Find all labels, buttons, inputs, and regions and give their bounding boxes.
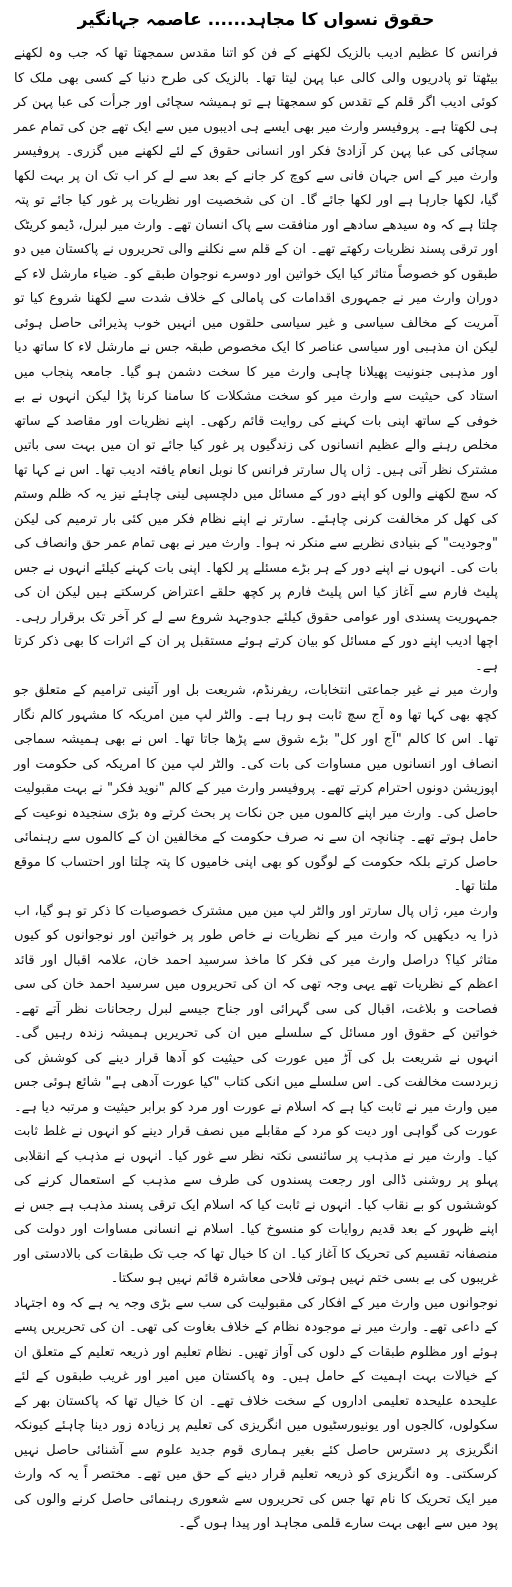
article-paragraph: نوجوانوں میں وارث میر کے افکار کی مقبولیت کی سب سے بڑی وجہ یہ ہے کہ وہ اجتہاد کے داعی تھے۔ وارث میر نے موجودہ نظام کے خلاف بغاوت کی تھی۔ ان کی تحریریں پسے ہوئے اور مظلوم طبقات کے دلوں کی آواز تھیں۔ نظام تعلیم اور ذریعہ تعلیم کے متعلق ان کے خیالات بہت اہمیت کے حامل ہیں۔ وہ پاکستان میں امیر اور غریب طبقوں کے لئے علیحدہ علیحدہ تعلیمی اداروں کے سخت خلاف تھے۔ ان کا خیال تھا کہ پاکستان بھر کے سکولوں، کالجوں اور یونیورسٹیوں میں انگریزی کی تعلیم پر زیادہ زور دینا چاہئے کیونکہ انگریزی پر دسترس حاصل کئے بغیر ہماری قوم جدید علوم سے آشنائی حاصل نہیں کرسکتی۔ وہ انگریزی کو ذریعہ تعلیم قرار دینے کے حق میں تھے۔ مختصر اً یہ کہ وارث میر ایک تحریک کا نام تھا جس کی تحریروں سے شعوری رہنمائی حاصل کرنے والوں کی پود میں سے ابھی بہت سارے قلمی مجاہد اور پیدا ہوں گے۔ — [14, 1295, 498, 1531]
article-paragraph: وارث میر، ژاں پال سارتر اور والٹر لپ مین میں مشترک خصوصیات کا ذکر تو ہو گیا، اب ذرا یہ دیکھیں کہ وارث میر کے نظریات نے خاص طور پر خواتین اور نوجوانوں کو کیوں متاثر کیا؟ دراصل وارث میر کی فکر کا ماخذ سرسید احمد خان، علامہ اقبال اور قائد اعظم کے نظریات تھے یہی وجہ تھی کہ ان کی تحریروں میں سرسید احمد خان کی سی فصاحت و بلاغت، اقبال کی سی گہرائی اور جناح جیسے لبرل رجحانات نظر آتے تھے۔ خواتین کے حقوق اور مسائل کے سلسلے میں ان کی تحریریں ہمیشہ زندہ رہیں گی۔ انہوں نے شریعت بل کی آڑ میں عورت کی حیثیت کو آدھا قرار دینے کی کوشش کی زبردست مخالفت کی۔ اس سلسلے میں انکی کتاب "کیا عورت آدھی ہے" شائع ہوئی جس میں وارث میر نے ثابت کیا ہے کہ اسلام نے عورت اور مرد کو برابر حیثیت و مرتبہ دیا ہے۔ عورت کی گواہی اور دیت کو مرد کے مقابلے میں نصف قرار دینے کو انہوں نے غلط ثابت کیا۔ وارث میر نے مذہب پر سائنسی نکتہ نظر سے غور کیا۔ انہوں نے مذہب کے انقلابی پہلو پر روشنی ڈالی اور رجعت پسندوں کی طرف سے مذہب کے استعمال کرنے کی کوششوں کو بے نقاب کیا۔ انہوں نے ثابت کیا کہ اسلام ایک ترقی پسند مذہب ہے جس نے اپنے ظہور کے بعد قدیم روایات کو منسوخ کیا۔ اسلام نے انسانی مساوات اور دولت کی منصفانہ تقسیم کی تحریک کا آغاز کیا۔ ان کا خیال تھا کہ جب تک طبقات کی بالادستی اور غریبوں کی بے بسی ختم نہیں ہوتی فلاحی معاشرہ قائم نہیں ہو سکتا۔ — [14, 903, 498, 1286]
article-body — [14, 42, 498, 1537]
article-paragraph: فرانس کا عظیم ادیب بالزیک لکھنے کے فن کو اتنا مقدس سمجھتا تھا کہ جب وہ لکھنے بیٹھتا تو پادریوں والی کالی عبا پہن لیتا تھا۔ بالزیک کی طرح دنیا کے کسی بھی ملک کا کوئی ادیب اگر قلم کے تقدس کو سمجھتا ہے تو ہمیشہ سچائی اور جرأت کی عبا پہن کر ہی لکھتا ہے۔ پروفیسر وارث میر بھی ایسے ہی ادیبوں میں سے ایک تھے جن کی تمام عمر سچائی کی عبا پہن کر آزادئ فکر اور انسانی حقوق کے لئے لکھنے میں گزری۔ پروفیسر وارث میر کے اس جہان فانی سے کوچ کر جانے کے بعد سے لے کر اب تک ان پر بہت لکھا گیا، لکھا جارہا ہے اور لکھا جائے گا۔ ان کی شخصیت اور نظریات پر غور کیا جائے تو پتہ چلتا ہے کہ وہ سیدھے سادھے اور منافقت سے پاک انسان تھے۔ وارث میر لبرل، ڈیمو کریٹک اور ترقی پسند نظریات رکھتے تھے۔ ان کے قلم سے نکلنے والی تحریروں نے پاکستان میں دو طبقوں کو خصوصاً متاثر کیا ایک خواتین اور دوسرے نوجوان طبقے کو۔ ضیاء مارشل لاء کے دوران وارث میر نے جمہوری اقدامات کی پامالی کے خلاف شدت سے لکھنا شروع کیا تو آمریت کے مخالف سیاسی و غیر سیاسی حلقوں میں انہیں خوب پذیرائی حاصل ہوئی لیکن ان مذہبی اور سیاسی عناصر کا ایک مخصوص طبقہ جس نے مارشل لاء کا ساتھ دیا اور مذہبی جنونیت پھیلانا چاہی وارث میر کا سخت دشمن ہو گیا۔ جامعہ پنجاب میں استاد کی حیثیت سے وارث میر کو سخت مشکلات کا سامنا کرنا پڑا لیکن انہوں نے بے خوفی کے ساتھ اپنی بات کہنے کی روایت قائم رکھی۔ اپنے نظریات اور مقاصد کے ساتھ مخلص رہنے والے عظیم انسانوں کی زندگیوں پر غور کیا جائے تو ان میں بہت سی باتیں مشترک نظر آتی ہیں۔ ژاں پال سارتر فرانس کا نوبل انعام یافتہ ادیب تھا۔ اس نے کہا تھا کہ سچ لکھنے والوں کو اپنے دور کے مسائل میں دلچسپی لینی چاہئے نیز یہ کہ ظلم وستم کی کھل کر مخالفت کرنی چاہئے۔ سارتر نے اپنے نظام فکر میں کئی بار ترمیم کی لیکن "وجودیت" کے بنیادی نظریے سے منکر نہ ہوا۔ وارث میر نے بھی تمام عمر حق وانصاف کی بات کی۔ انہوں نے اپنے دور کے ہر بڑے مسئلے پر لکھا۔ اپنی بات کہنے کیلئے انہوں نے جس پلیٹ فارم سے آغاز کیا اس پلیٹ فارم پر کچھ حلقے اعتراض کرسکتے ہیں لیکن ان کی جمہوریت پسندی اور عوامی حقوق کیلئے جدوجہد شروع سے لے کر آخر تک برقرار رہی۔ اچھا ادیب اپنے دور کے مسائل کو بیان کرتے ہوئے مستقبل پر ان کے اثرات کا بھی ذکر کرتا ہے۔ — [14, 46, 498, 674]
article-headline: حقوق نسواں کا مجاہد...... عاصمہ جہانگیر — [77, 10, 435, 30]
article-paragraph: وارث میر نے غیر جماعتی انتخابات، ریفرنڈم، شریعت بل اور آئینی ترامیم کے متعلق جو کچھ بھی کہا تھا وہ آج سچ ثابت ہو رہا ہے۔ والٹر لپ مین امریکہ کا مشہور کالم نگار تھا۔ اس کا کالم "آج اور کل" بڑے شوق سے پڑھا جاتا تھا۔ اس نے بھی ہمیشہ سماجی انصاف اور انسانوں میں مساوات کی بات کی۔ والٹر لپ مین کا امریکہ کی حکومت اور اپوزیشن دونوں احترام کرتے تھے۔ پروفیسر وارث میر کے کالم "نوید فکر" نے بہت مقبولیت حاصل کی۔ وارث میر اپنے کالموں میں جن نکات پر بحث کرتے وہ بڑی سنجیدہ نوعیت کے حامل ہوتے تھے۔ چنانچہ ان سے نہ صرف حکومت کے مخالفین ان کے کالموں سے رہنمائی حاصل کرتے بلکہ حکومت کے لوگوں کو بھی اپنی خامیوں کا پتہ چلتا اور احتساب کا موقع ملتا تھا۔ — [14, 683, 498, 894]
